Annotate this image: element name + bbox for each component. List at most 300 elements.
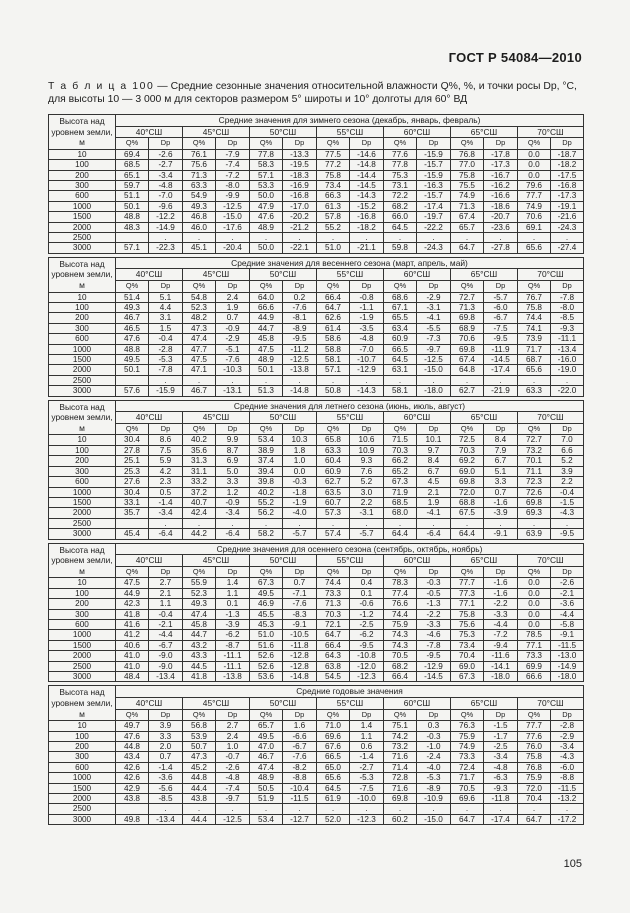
- table-row: [49, 640, 584, 650]
- table-row: [49, 783, 584, 793]
- dewpoint-cell: -14.8: [283, 671, 317, 681]
- humidity-cell: 70.4: [518, 794, 551, 804]
- dewpoint-cell: 7.9: [484, 445, 518, 455]
- latitude-header: 40°СШ: [116, 269, 183, 281]
- humidity-cell: 33.2: [183, 477, 216, 487]
- humidity-cell: 76.6: [384, 599, 417, 609]
- humidity-cell: 77.6: [518, 731, 551, 741]
- dewpoint-cell: -1.9: [283, 497, 317, 507]
- dewpoint-cell: -27.4: [551, 243, 584, 253]
- humidity-cell: 64.7: [317, 303, 350, 313]
- humidity-cell: 73.1: [384, 181, 417, 191]
- dewpoint-cell: 3.9: [551, 466, 584, 476]
- humidity-cell: 67.1: [384, 303, 417, 313]
- dewpoint-cell: 7.6: [350, 466, 384, 476]
- dewpoint-cell: -16.0: [551, 355, 584, 365]
- dewpoint-cell: -20.7: [484, 212, 518, 222]
- dewpoint-cell: -10.5: [283, 630, 317, 640]
- humidity-cell: 44.4: [183, 814, 216, 824]
- humidity-cell: 63.3: [518, 386, 551, 396]
- dewpoint-cell: -2.8: [551, 721, 584, 731]
- table-row: [49, 445, 584, 455]
- dewpoint-subheader: Dр: [417, 566, 451, 578]
- humidity-cell: 77.5: [317, 149, 350, 159]
- dewpoint-cell: -23.6: [484, 222, 518, 232]
- humidity-cell: 52.0: [317, 814, 350, 824]
- humidity-cell: 0.0: [518, 588, 551, 598]
- height-cell: 10: [49, 578, 116, 588]
- humidity-cell: 41.6: [116, 619, 149, 629]
- humidity-cell: 44.7: [183, 630, 216, 640]
- dewpoint-cell: -4.4: [551, 609, 584, 619]
- dewpoint-cell: -4.0: [417, 762, 451, 772]
- humidity-cell: 66.4: [384, 671, 417, 681]
- dewpoint-cell: -9.1: [484, 529, 518, 539]
- dewpoint-cell: -10.0: [350, 794, 384, 804]
- humidity-cell: 77.7: [518, 721, 551, 731]
- humidity-cell: 76.1: [183, 149, 216, 159]
- section-title-row: [49, 543, 584, 555]
- humidity-cell: 64.5: [384, 355, 417, 365]
- dewpoint-cell: -13.4: [149, 814, 183, 824]
- humidity-cell: 46.0: [183, 222, 216, 232]
- humidity-cell: 45.3: [250, 619, 283, 629]
- dewpoint-cell: -1.6: [484, 578, 518, 588]
- humidity-cell: 68.2: [384, 661, 417, 671]
- dewpoint-cell: -1.6: [484, 497, 518, 507]
- height-column-header: Высота над уровнем земли, м: [49, 686, 116, 721]
- dewpoint-subheader: Dр: [283, 566, 317, 578]
- humidity-cell: .: [317, 233, 350, 243]
- dewpoint-cell: 8.4: [417, 456, 451, 466]
- humidity-cell: 77.7: [451, 578, 484, 588]
- humidity-cell: 71.6: [384, 783, 417, 793]
- dewpoint-cell: -4.8: [484, 762, 518, 772]
- dewpoint-cell: .: [350, 375, 384, 385]
- humidity-cell: 46.5: [116, 323, 149, 333]
- dewpoint-cell: .: [417, 518, 451, 528]
- dewpoint-cell: -3.6: [149, 773, 183, 783]
- humidity-cell: 73.3: [518, 651, 551, 661]
- humidity-cell: 0.0: [518, 599, 551, 609]
- dewpoint-cell: 3.3: [149, 731, 183, 741]
- dewpoint-cell: -17.2: [551, 814, 584, 824]
- humidity-cell: 61.9: [317, 794, 350, 804]
- dewpoint-cell: -19.7: [417, 212, 451, 222]
- dewpoint-cell: -14.3: [350, 191, 384, 201]
- dewpoint-cell: 9.9: [216, 435, 250, 445]
- humidity-cell: 62.7: [451, 386, 484, 396]
- dewpoint-subheader: Dр: [484, 566, 518, 578]
- height-cell: 3000: [49, 386, 116, 396]
- dewpoint-cell: -18.3: [283, 170, 317, 180]
- humidity-cell: .: [451, 233, 484, 243]
- humidity-subheader: Q%: [250, 281, 283, 293]
- height-cell: 300: [49, 466, 116, 476]
- dewpoint-cell: -0.7: [216, 752, 250, 762]
- humidity-cell: 45.4: [116, 529, 149, 539]
- dewpoint-cell: -9.5: [417, 651, 451, 661]
- humidity-cell: 43.2: [183, 640, 216, 650]
- dewpoint-cell: -4.1: [417, 508, 451, 518]
- humidity-cell: 67.3: [451, 671, 484, 681]
- humidity-cell: 57.8: [317, 212, 350, 222]
- humidity-subheader: Q%: [384, 281, 417, 293]
- humidity-cell: 47.6: [250, 212, 283, 222]
- height-column-header: Высота над уровнем земли, м: [49, 115, 116, 150]
- dewpoint-cell: -1.8: [283, 487, 317, 497]
- humidity-cell: 41.0: [116, 661, 149, 671]
- humidity-subheader: Q%: [317, 423, 350, 435]
- table-row: [49, 375, 584, 385]
- dewpoint-cell: -12.8: [283, 651, 317, 661]
- humidity-cell: 48.9: [250, 222, 283, 232]
- latitude-header: 65°СШ: [451, 126, 518, 138]
- table-row: [49, 435, 584, 445]
- dewpoint-cell: -7.1: [283, 588, 317, 598]
- humidity-cell: 53.6: [250, 671, 283, 681]
- latitude-header: 70°СШ: [518, 697, 584, 709]
- dewpoint-cell: .: [216, 518, 250, 528]
- height-cell: 600: [49, 334, 116, 344]
- humidity-cell: 77.6: [384, 149, 417, 159]
- height-cell: 10: [49, 292, 116, 302]
- dewpoint-cell: 0.3: [417, 721, 451, 731]
- dewpoint-cell: -2.9: [417, 292, 451, 302]
- dewpoint-cell: .: [551, 804, 584, 814]
- dewpoint-cell: -20.4: [216, 243, 250, 253]
- humidity-cell: 46.8: [183, 212, 216, 222]
- humidity-cell: 35.7: [116, 508, 149, 518]
- humidity-cell: 47.3: [183, 323, 216, 333]
- humidity-cell: .: [451, 375, 484, 385]
- humidity-cell: 70.3: [317, 609, 350, 619]
- dewpoint-cell: 2.4: [216, 292, 250, 302]
- humidity-cell: 77.2: [317, 160, 350, 170]
- dewpoint-cell: -5.1: [216, 344, 250, 354]
- dewpoint-cell: -9.5: [350, 640, 384, 650]
- dewpoint-cell: -10.8: [350, 651, 384, 661]
- dewpoint-cell: -6.0: [551, 762, 584, 772]
- humidity-cell: 44.9: [116, 588, 149, 598]
- dewpoint-cell: -22.3: [149, 243, 183, 253]
- dewpoint-cell: -17.6: [216, 222, 250, 232]
- dewpoint-cell: -20.2: [283, 212, 317, 222]
- dewpoint-cell: -7.0: [149, 191, 183, 201]
- humidity-cell: 67.6: [317, 741, 350, 751]
- section-title-row: [49, 115, 584, 127]
- humidity-cell: 72.3: [518, 477, 551, 487]
- dewpoint-cell: -3.1: [417, 303, 451, 313]
- dewpoint-cell: -8.5: [149, 794, 183, 804]
- height-cell: 100: [49, 303, 116, 313]
- humidity-cell: 65.7: [451, 222, 484, 232]
- humidity-cell: 0.0: [518, 619, 551, 629]
- humidity-cell: 41.0: [116, 651, 149, 661]
- dewpoint-cell: -11.8: [283, 640, 317, 650]
- height-cell: 1500: [49, 497, 116, 507]
- humidity-cell: 69.8: [384, 794, 417, 804]
- latitude-header: 65°СШ: [451, 697, 518, 709]
- humidity-cell: 67.4: [451, 355, 484, 365]
- humidity-cell: 43.4: [116, 752, 149, 762]
- humidity-cell: 42.9: [116, 783, 149, 793]
- table-row: [49, 773, 584, 783]
- humidity-cell: 63.1: [384, 365, 417, 375]
- height-cell: 300: [49, 181, 116, 191]
- humidity-cell: 64.5: [317, 783, 350, 793]
- dewpoint-cell: 0.6: [350, 741, 384, 751]
- humidity-cell: 69.2: [451, 456, 484, 466]
- humidity-cell: 44.5: [183, 661, 216, 671]
- dewpoint-cell: -7.6: [283, 752, 317, 762]
- humidity-cell: 65.0: [317, 762, 350, 772]
- humidity-cell: 65.2: [384, 466, 417, 476]
- height-cell: 10: [49, 149, 116, 159]
- height-cell: 300: [49, 609, 116, 619]
- humidity-cell: 47.7: [183, 344, 216, 354]
- latitude-header: 60°СШ: [384, 126, 451, 138]
- table-row: [49, 752, 584, 762]
- dewpoint-cell: 0.1: [216, 599, 250, 609]
- humidity-cell: 44.8: [183, 773, 216, 783]
- humidity-cell: 67.3: [250, 578, 283, 588]
- dewpoint-cell: -14.4: [350, 170, 384, 180]
- humidity-cell: 66.0: [384, 212, 417, 222]
- humidity-cell: 73.3: [317, 588, 350, 598]
- humidity-cell: 66.6: [250, 303, 283, 313]
- latitude-header: 60°СШ: [384, 555, 451, 567]
- height-cell: 1000: [49, 201, 116, 211]
- dewpoint-cell: -16.9: [283, 181, 317, 191]
- dewpoint-subheader: Dр: [417, 138, 451, 150]
- dewpoint-cell: -6.0: [484, 303, 518, 313]
- humidity-cell: 62.7: [317, 477, 350, 487]
- height-cell: 10: [49, 435, 116, 445]
- dewpoint-cell: -9.1: [283, 619, 317, 629]
- humidity-cell: 30.4: [116, 487, 149, 497]
- table-row: [49, 303, 584, 313]
- humidity-subheader: Q%: [451, 138, 484, 150]
- humidity-cell: 75.1: [384, 721, 417, 731]
- section-title: Средние значения для летнего сезона (июнь, июль, август): [116, 400, 584, 412]
- dewpoint-cell: -11.5: [551, 640, 584, 650]
- dewpoint-cell: -5.3: [149, 355, 183, 365]
- dewpoint-subheader: Dр: [283, 138, 317, 150]
- humidity-cell: 57.4: [317, 529, 350, 539]
- dewpoint-cell: -2.5: [350, 619, 384, 629]
- humidity-cell: 31.3: [183, 456, 216, 466]
- table-row: [49, 222, 584, 232]
- humidity-cell: 65.6: [518, 365, 551, 375]
- dewpoint-subheader: Dр: [216, 709, 250, 721]
- height-column-header: Высота над уровнем земли, м: [49, 400, 116, 435]
- dewpoint-cell: -5.3: [417, 773, 451, 783]
- dewpoint-subheader: Dр: [216, 138, 250, 150]
- dewpoint-cell: -27.8: [484, 243, 518, 253]
- dewpoint-cell: 0.7: [283, 578, 317, 588]
- dewpoint-cell: -14.5: [417, 671, 451, 681]
- latitude-header: 50°СШ: [250, 555, 317, 567]
- dewpoint-cell: 10.3: [283, 435, 317, 445]
- dewpoint-cell: -8.3: [283, 609, 317, 619]
- dewpoint-cell: -12.3: [350, 814, 384, 824]
- dewpoint-cell: -15.9: [149, 386, 183, 396]
- humidity-subheader: Q%: [183, 281, 216, 293]
- humidity-cell: 50.1: [250, 365, 283, 375]
- dewpoint-cell: -5.3: [350, 773, 384, 783]
- humidity-cell: 69.4: [116, 149, 149, 159]
- dewpoint-cell: .: [484, 375, 518, 385]
- dewpoint-cell: -9.3: [551, 323, 584, 333]
- humidity-cell: 47.4: [250, 762, 283, 772]
- humidity-cell: 37.4: [250, 456, 283, 466]
- humidity-cell: 49.5: [116, 355, 149, 365]
- dewpoint-cell: -4.0: [283, 508, 317, 518]
- dewpoint-cell: .: [283, 518, 317, 528]
- humidity-cell: 58.2: [250, 529, 283, 539]
- dewpoint-cell: 2.7: [216, 721, 250, 731]
- dewpoint-cell: 0.5: [149, 487, 183, 497]
- dewpoint-cell: -8.9: [417, 783, 451, 793]
- dewpoint-cell: -17.4: [484, 814, 518, 824]
- dewpoint-cell: 1.1: [149, 599, 183, 609]
- dewpoint-cell: -11.9: [484, 344, 518, 354]
- humidity-cell: 72.2: [384, 191, 417, 201]
- humidity-subheader: Q%: [518, 566, 551, 578]
- dewpoint-cell: -15.0: [417, 365, 451, 375]
- humidity-cell: 0.0: [518, 149, 551, 159]
- humidity-cell: 72.0: [518, 783, 551, 793]
- dewpoint-cell: .: [551, 233, 584, 243]
- height-cell: 3000: [49, 814, 116, 824]
- dewpoint-cell: 2.2: [350, 497, 384, 507]
- height-cell: 3000: [49, 243, 116, 253]
- height-cell: 600: [49, 191, 116, 201]
- humidity-cell: 74.9: [451, 741, 484, 751]
- latitude-header: 50°СШ: [250, 697, 317, 709]
- humidity-cell: 65.7: [250, 721, 283, 731]
- humidity-cell: 74.9: [451, 191, 484, 201]
- humidity-cell: 76.8: [451, 149, 484, 159]
- humidity-cell: 48.8: [116, 212, 149, 222]
- latitude-header: 50°СШ: [250, 412, 317, 424]
- latitude-header: 60°СШ: [384, 412, 451, 424]
- humidity-cell: 64.4: [451, 529, 484, 539]
- dewpoint-cell: -0.9: [216, 497, 250, 507]
- caption-text: — Средние сезонные значения относительной влажности Q%, %, и точки росы Dр, °С, для высоты 10 — 3 000 м для секторов размером 5° широты и 10° долготы для 60° ВД: [48, 81, 577, 105]
- humidity-cell: .: [183, 375, 216, 385]
- table-row: [49, 201, 584, 211]
- dewpoint-cell: -9.4: [484, 640, 518, 650]
- dewpoint-cell: -19.1: [551, 201, 584, 211]
- humidity-cell: 75.3: [451, 630, 484, 640]
- dewpoint-cell: -10.3: [216, 365, 250, 375]
- dewpoint-cell: -21.1: [350, 243, 384, 253]
- standard-header: ГОСТ Р 54084—2010: [448, 50, 582, 65]
- dewpoint-cell: 8.7: [216, 445, 250, 455]
- humidity-cell: 56.8: [183, 721, 216, 731]
- humidity-cell: 68.9: [451, 323, 484, 333]
- section-title-row: [49, 257, 584, 269]
- height-cell: 1500: [49, 783, 116, 793]
- humidity-cell: 68.5: [116, 160, 149, 170]
- dewpoint-cell: -2.7: [149, 160, 183, 170]
- humidity-cell: 78.5: [518, 630, 551, 640]
- latitude-header: 55°СШ: [317, 269, 384, 281]
- humidity-cell: 47.6: [116, 334, 149, 344]
- dewpoint-cell: 9.3: [350, 456, 384, 466]
- dewpoint-cell: 2.3: [149, 477, 183, 487]
- dewpoint-cell: -1.5: [484, 721, 518, 731]
- dewpoint-cell: -12.9: [350, 365, 384, 375]
- dewpoint-cell: -3.9: [216, 619, 250, 629]
- dewpoint-cell: -5.7: [350, 529, 384, 539]
- humidity-cell: 75.8: [451, 609, 484, 619]
- dewpoint-cell: 1.6: [283, 721, 317, 731]
- dewpoint-cell: -17.8: [484, 149, 518, 159]
- dewpoint-cell: .: [350, 804, 384, 814]
- dewpoint-cell: -1.6: [484, 588, 518, 598]
- height-cell: 600: [49, 762, 116, 772]
- humidity-cell: 67.5: [451, 508, 484, 518]
- humidity-dewpoint-table: [48, 114, 584, 825]
- humidity-cell: .: [183, 233, 216, 243]
- dewpoint-cell: -7.5: [350, 783, 384, 793]
- humidity-cell: 77.7: [518, 191, 551, 201]
- humidity-cell: 70.6: [518, 212, 551, 222]
- humidity-cell: 52.3: [183, 588, 216, 598]
- dewpoint-cell: .: [216, 233, 250, 243]
- dewpoint-cell: .: [551, 518, 584, 528]
- dewpoint-cell: 0.1: [350, 588, 384, 598]
- dewpoint-cell: 0.7: [484, 487, 518, 497]
- humidity-cell: 76.3: [451, 721, 484, 731]
- humidity-cell: 65.5: [384, 313, 417, 323]
- dewpoint-cell: -18.2: [350, 222, 384, 232]
- humidity-cell: 69.0: [451, 661, 484, 671]
- latitude-header: 50°СШ: [250, 126, 317, 138]
- dewpoint-cell: -14.1: [484, 661, 518, 671]
- humidity-cell: 76.8: [518, 762, 551, 772]
- dewpoint-cell: 2.2: [551, 477, 584, 487]
- humidity-cell: 71.4: [384, 762, 417, 772]
- height-cell: 1000: [49, 487, 116, 497]
- dewpoint-cell: -1.2: [350, 609, 384, 619]
- dewpoint-cell: -6.6: [283, 731, 317, 741]
- dewpoint-cell: 9.7: [417, 445, 451, 455]
- dewpoint-cell: 1.5: [149, 323, 183, 333]
- humidity-subheader: Q%: [250, 423, 283, 435]
- dewpoint-cell: -17.3: [551, 191, 584, 201]
- humidity-cell: 47.5: [250, 344, 283, 354]
- humidity-cell: 51.0: [250, 630, 283, 640]
- dewpoint-cell: -4.3: [551, 508, 584, 518]
- dewpoint-cell: -8.1: [283, 313, 317, 323]
- table-row: [49, 292, 584, 302]
- humidity-subheader: Q%: [451, 281, 484, 293]
- height-cell: 100: [49, 160, 116, 170]
- dewpoint-cell: -1.4: [149, 497, 183, 507]
- humidity-cell: 46.9: [250, 599, 283, 609]
- humidity-cell: 79.6: [518, 181, 551, 191]
- humidity-cell: 74.3: [384, 630, 417, 640]
- humidity-cell: .: [317, 804, 350, 814]
- dewpoint-cell: -15.0: [417, 814, 451, 824]
- humidity-cell: 66.6: [518, 671, 551, 681]
- dewpoint-subheader: Dр: [283, 423, 317, 435]
- dewpoint-cell: -2.9: [551, 731, 584, 741]
